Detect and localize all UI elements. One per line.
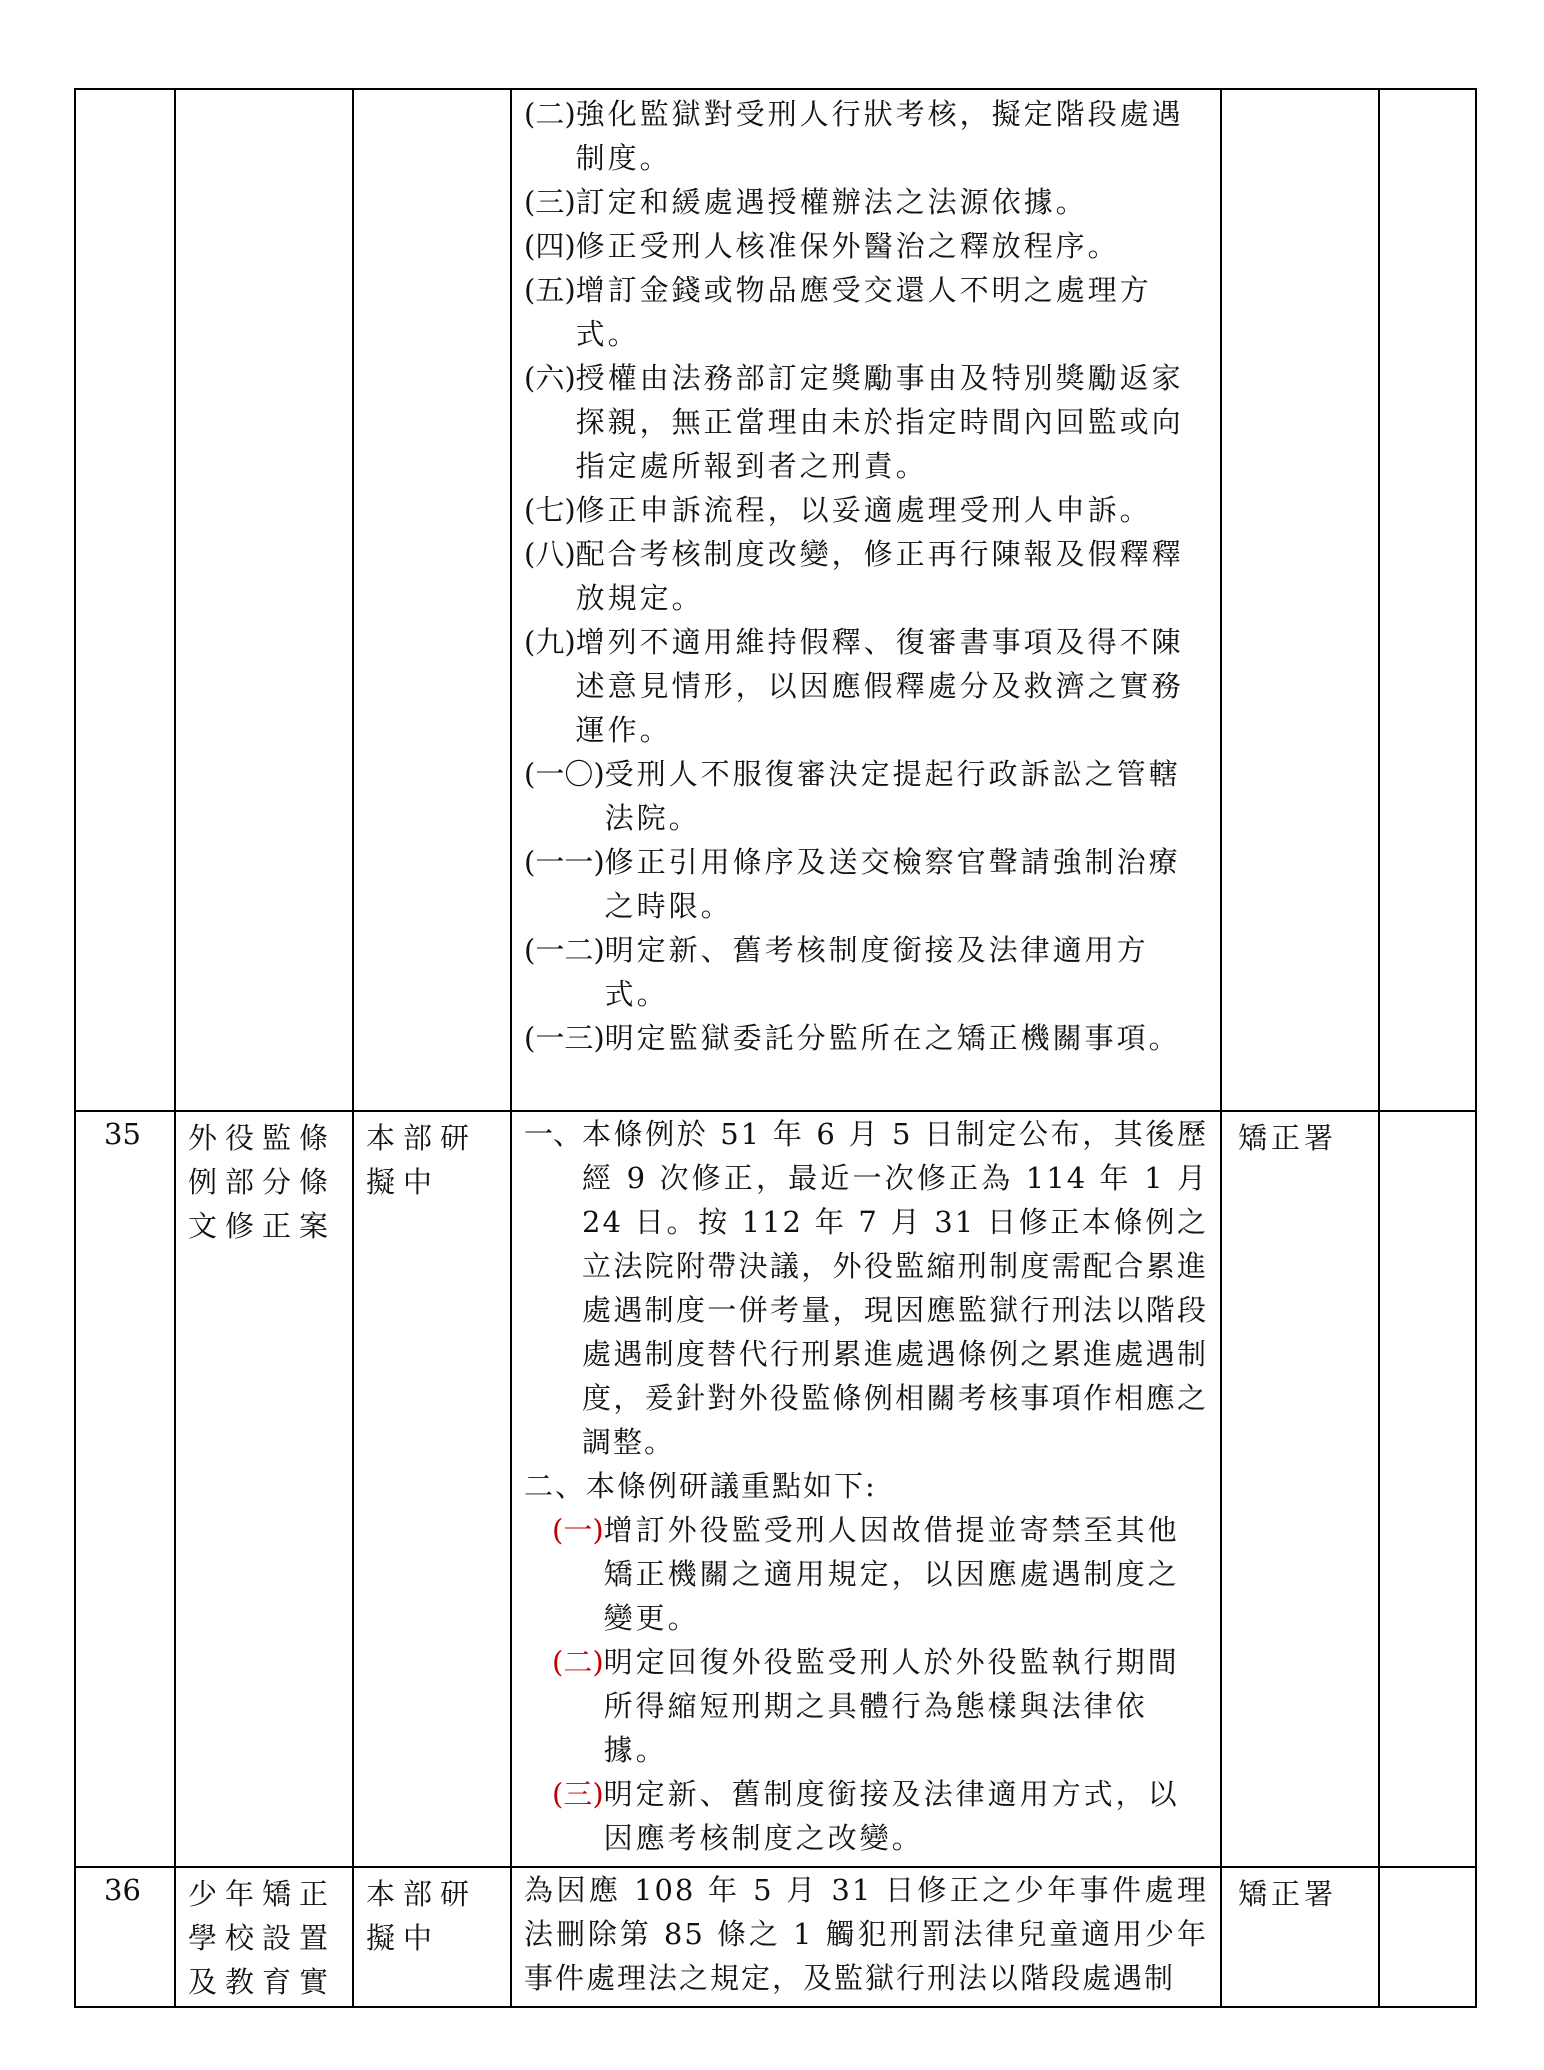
list-item: (六) 授權由法務部訂定獎勵事由及特別獎勵返家探親，無正當理由未於指定時間內回監或向指定處所報到者之刑責。 (524, 361, 1184, 483)
list-item: (二) 強化監獄對受刑人行狀考核，擬定階段處遇制度。 (524, 97, 1184, 175)
bill-description: 為因應 108 年 5 月 31 日修正之少年事件處理法刪除第 85 條之 1 觸犯刑罰法律兒童適用少年事件處理法之規定，及監獄行刑法以階段處遇制 (511, 1867, 1221, 2007)
responsible-unit: 矯正署 (1221, 1111, 1379, 1867)
remarks (1379, 1111, 1476, 1867)
remarks (1379, 89, 1476, 1111)
responsible-unit: 矯正署 (1221, 1867, 1379, 2007)
bill-name: 少年矯正學校設置及教育實 (175, 1867, 353, 2007)
list-item: (四) 修正受刑人核准保外醫治之釋放程序。 (524, 229, 1120, 263)
row-number (75, 89, 175, 1111)
list-item: (一三) 明定監獄委託分監所在之矯正機關事項。 (524, 1021, 1181, 1055)
remarks (1379, 1867, 1476, 2007)
list-item: (七) 修正申訴流程，以妥適處理受刑人申訴。 (524, 493, 1152, 527)
table-row (75, 89, 1476, 1111)
list-item: (一) 增訂外役監受刑人因故借提並寄禁至其他矯正機關之適用規定，以因應處遇制度之變更。 (552, 1513, 1180, 1635)
paragraph: 二、本條例研議重點如下: (524, 1469, 877, 1503)
bill-description (511, 1111, 1221, 1867)
bill-status: 本部研擬中 (353, 1867, 511, 2007)
list-item: (一一) 修正引用條序及送交檢察官聲請強制治療之時限。 (524, 845, 1181, 923)
bill-status (353, 89, 511, 1111)
paragraph: 一、 本條例於 51 年 6 月 5 日制定公布，其後歷經 9 次修正，最近一次修正為 114 年 1 月 24 日。按 112 年 7 月 31 日修正本條例之立法院附帶決議，外役監縮刑制度需配合累進處遇制度一併考量，現因應監獄行刑法以階段處遇制度替代行刑累進處遇條例之累進處遇制度，爰針對外役監條例相關考核事項作相應之調整。 (524, 1117, 1208, 1459)
list-item: (二) 明定回復外役監受刑人於外役監執行期間所得縮短刑期之具體行為態樣與法律依據。 (552, 1645, 1180, 1767)
table-row (75, 1867, 1476, 2007)
row-number: 36 (75, 1867, 175, 2007)
bill-status: 本部研擬中 (353, 1111, 511, 1867)
bill-description (511, 89, 1221, 1111)
bill-name (175, 89, 353, 1111)
list-item: (九) 增列不適用維持假釋、復審書事項及得不陳述意見情形，以因應假釋處分及救濟之實務運作。 (524, 625, 1184, 747)
list-item: (三) 明定新、舊制度銜接及法律適用方式，以因應考核制度之改變。 (552, 1777, 1180, 1855)
table-row (75, 1111, 1476, 1867)
responsible-unit (1221, 89, 1379, 1111)
list-item: (五) 增訂金錢或物品應受交還人不明之處理方式。 (524, 273, 1152, 351)
list-item: (一二) 明定新、舊考核制度銜接及法律適用方式。 (524, 933, 1149, 1011)
regulation-table (74, 88, 1477, 2008)
row-number: 35 (75, 1111, 175, 1867)
bill-name: 外役監條例部分條文修正案 (175, 1111, 353, 1867)
list-item: (八) 配合考核制度改變，修正再行陳報及假釋釋放規定。 (524, 537, 1184, 615)
list-item: (一〇) 受刑人不服復審決定提起行政訴訟之管轄法院。 (524, 757, 1181, 835)
list-item: (三) 訂定和緩處遇授權辦法之法源依據。 (524, 185, 1088, 219)
